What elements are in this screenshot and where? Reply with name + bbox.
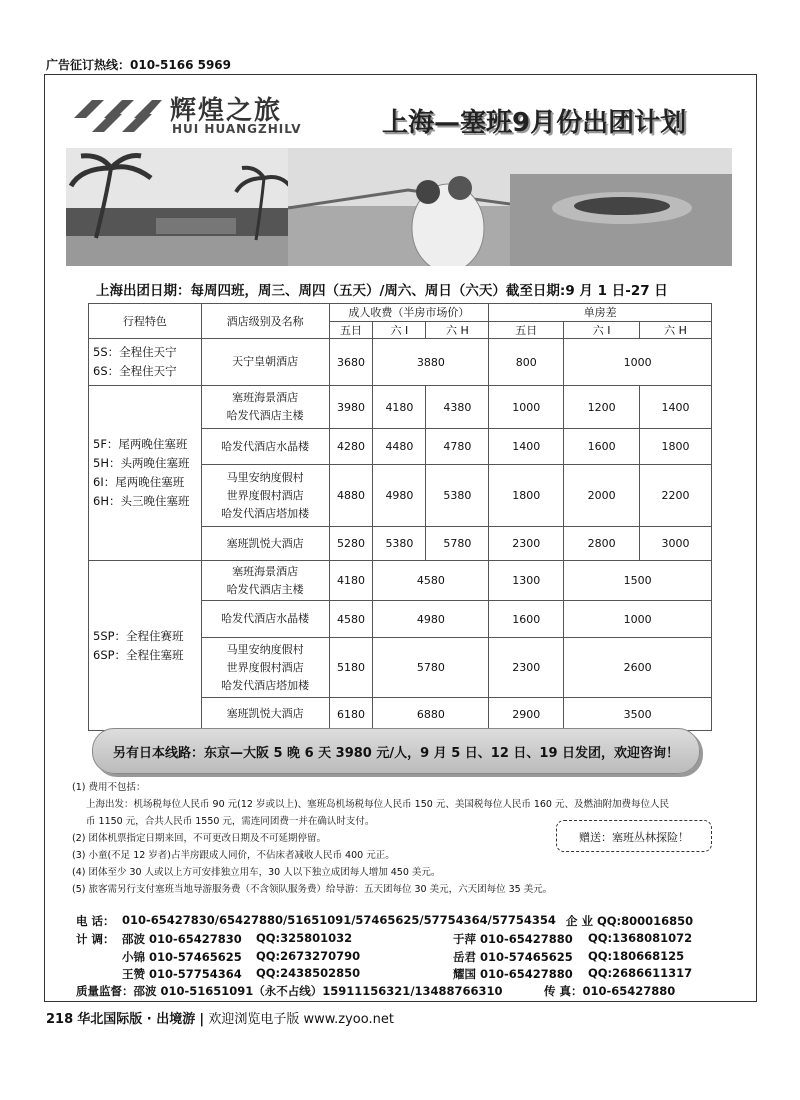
island-photo (510, 148, 732, 266)
table-row (89, 386, 712, 429)
price-cell: 5380 (373, 527, 426, 561)
price-cell: 2800 (564, 527, 640, 561)
price-cell: 6180 (329, 698, 373, 731)
header-hotel: 酒店级别及名称 (201, 304, 329, 339)
hotel-name: 天宁皇朝酒店 (201, 339, 329, 386)
hotel-name: 马里安纳度假村 世界度假村酒店 哈发代酒店塔加楼 (201, 465, 329, 527)
price-cell: 2000 (564, 465, 640, 527)
page-headline: 上海—塞班9月份出团计划 (382, 108, 687, 138)
planner-contact: 耀国 010-65427880 (453, 967, 573, 981)
price-cell: 1000 (564, 601, 712, 638)
price-cell: 5180 (329, 638, 373, 698)
page-footer (46, 1008, 394, 1027)
price-cell: 1200 (564, 386, 640, 429)
price-cell: 2300 (489, 527, 564, 561)
logo-mark-icon (70, 88, 166, 144)
planner-label: 计 调： (76, 932, 115, 946)
planner-qq: QQ:2438502850 (256, 966, 361, 980)
gift-text: 赠送：塞班丛林探险！ (579, 831, 689, 844)
publication-title: 华北国际版 · 出境游 (77, 1012, 196, 1027)
hotel-name: 塞班海景酒店 哈发代酒店主楼 (201, 386, 329, 429)
sub-header: 五日 (489, 321, 564, 339)
phone-label: 电 话： (76, 914, 115, 928)
itinerary-feature: 5SP：全程住赛班 6SP：全程住塞班 (89, 561, 202, 731)
planner-contact: 岳君 010-57465625 (453, 950, 573, 964)
planner-qq: QQ:1368081072 (588, 931, 693, 945)
hotel-name: 塞班海景酒店 哈发代酒店主楼 (201, 561, 329, 601)
footer-slogan: 欢迎浏览电子版 www.zyoo.net (208, 1012, 394, 1027)
price-cell: 4980 (373, 465, 426, 527)
note-1b: 币 1150 元，合共人民币 1550 元，需连同团费一并在确认时支付。 (86, 816, 375, 827)
header-feature: 行程特色 (89, 304, 202, 339)
price-cell: 1400 (489, 429, 564, 465)
fax-number: 传 真：010-65427880 (544, 984, 676, 998)
price-cell: 4780 (426, 429, 489, 465)
sub-header: 六 I (564, 321, 640, 339)
sub-header: 六 H (640, 321, 712, 339)
resort-photo (66, 148, 288, 266)
price-cell: 1400 (640, 386, 712, 429)
price-cell: 5380 (426, 465, 489, 527)
price-cell: 4180 (329, 561, 373, 601)
planner-qq: QQ:325801032 (256, 931, 353, 945)
quality-supervision: 质量监督：邵波 010-51651091（永不占线）15911156321/13488766310 (76, 984, 503, 998)
price-cell: 4580 (329, 601, 373, 638)
price-cell: 1000 (489, 386, 564, 429)
price-cell: 4380 (426, 386, 489, 429)
note-2: (2) 团体机票指定日期来回，不可更改日期及不可延期停留。 (72, 833, 326, 844)
note-5: (5) 旅客需另行支付塞班当地导游服务费（不含领队服务费）给导游：五天团每位 30 美元，六天团每位 35 美元。 (72, 884, 553, 895)
sub-header: 六 I (373, 321, 426, 339)
price-cell: 4580 (373, 561, 489, 601)
price-cell: 1000 (564, 339, 712, 386)
price-cell: 800 (489, 339, 564, 386)
table-row (89, 561, 712, 601)
hotel-name: 哈发代酒店水晶楼 (201, 601, 329, 638)
hotel-name: 塞班凯悦大酒店 (201, 698, 329, 731)
planner-contact: 于萍 010-65427880 (453, 932, 573, 946)
price-cell: 3500 (564, 698, 712, 731)
note-1: (1) 费用不包括： (72, 782, 146, 793)
itinerary-feature: 5S：全程住天宁 6S：全程住天宁 (89, 339, 202, 386)
price-cell: 3000 (640, 527, 712, 561)
price-cell: 2600 (564, 638, 712, 698)
phone-numbers: 010-65427830/65427880/51651091/57465625/57754364/57754354 (122, 913, 556, 927)
price-cell: 4980 (373, 601, 489, 638)
japan-route-banner (92, 728, 700, 774)
price-cell: 1300 (489, 561, 564, 601)
price-table (88, 303, 712, 731)
price-cell: 5280 (329, 527, 373, 561)
header-single-supplement: 单房差 (489, 304, 712, 322)
price-cell: 3880 (373, 339, 489, 386)
corporate-qq: 企 业 QQ:800016850 (566, 914, 694, 928)
price-cell: 3680 (329, 339, 373, 386)
price-cell: 4880 (329, 465, 373, 527)
price-cell: 1600 (489, 601, 564, 638)
ad-hotline: 广告征订热线：010-5166 5969 (46, 58, 232, 72)
price-cell: 5780 (426, 527, 489, 561)
brand-logo (70, 88, 310, 144)
price-cell: 2200 (640, 465, 712, 527)
header-adult-price: 成人收费（半房市场价） (329, 304, 489, 322)
planner-contact: 小锦 010-57465625 (122, 950, 242, 964)
logo-chinese: 辉煌之旅 (170, 96, 283, 126)
price-cell: 1800 (640, 429, 712, 465)
hotel-name: 马里安纳度假村 世界度假村酒店 哈发代酒店塔加楼 (201, 638, 329, 698)
price-cell: 1500 (564, 561, 712, 601)
sub-header: 六 H (426, 321, 489, 339)
japan-route-text: 另有日本线路：东京—大阪 5 晚 6 天 3980 元/人，9 月 5 日、12 日、19 日发团，欢迎咨询！ (112, 746, 680, 761)
price-cell: 4480 (373, 429, 426, 465)
price-cell: 3980 (329, 386, 373, 429)
planner-qq: QQ:2673270790 (256, 949, 361, 963)
price-cell: 2900 (489, 698, 564, 731)
hotel-name: 塞班凯悦大酒店 (201, 527, 329, 561)
hotel-name: 哈发代酒店水晶楼 (201, 429, 329, 465)
planner-qq: QQ:2686611317 (588, 966, 693, 980)
note-1a: 上海出发：机场税每位人民币 90 元(12 岁或以上)、塞班岛机场税每位人民币 150 元、美国税每位人民币 160 元、及燃油附加费每位人民 (86, 799, 669, 810)
gift-box (556, 820, 712, 852)
planner-contact: 王赞 010-57754364 (122, 967, 242, 981)
page-number: 218 (46, 1012, 74, 1027)
couple-photo (288, 148, 510, 266)
note-4: (4) 团体至少 30 人或以上方可安排独立用车，30 人以下独立成团每人增加 450 美元。 (72, 867, 441, 878)
price-cell: 4180 (373, 386, 426, 429)
price-cell: 6880 (373, 698, 489, 731)
planner-qq: QQ:180668125 (588, 949, 685, 963)
departure-schedule: 上海出团日期：每周四班，周三、周四（五天）/周六、周日（六天）截至日期:9 月 1 日-27 日 (96, 283, 668, 299)
price-cell: 4280 (329, 429, 373, 465)
price-cell: 2300 (489, 638, 564, 698)
planner-contact: 邵波 010-65427830 (122, 932, 242, 946)
logo-english: HUI HUANGZHILV (172, 122, 302, 136)
table-row (89, 339, 712, 386)
price-cell: 1600 (564, 429, 640, 465)
note-3: (3) 小童(不足 12 岁者)占半房跟成人同价，不佔床者减收人民币 400 元正。 (72, 850, 395, 861)
footer-separator: | (199, 1012, 205, 1027)
price-cell: 5780 (373, 638, 489, 698)
itinerary-feature: 5F：尾两晚住塞班 5H：头两晚住塞班 6I：尾两晚住塞班 6H：头三晚住塞班 (89, 386, 202, 561)
sub-header: 五日 (329, 321, 373, 339)
price-cell: 1800 (489, 465, 564, 527)
